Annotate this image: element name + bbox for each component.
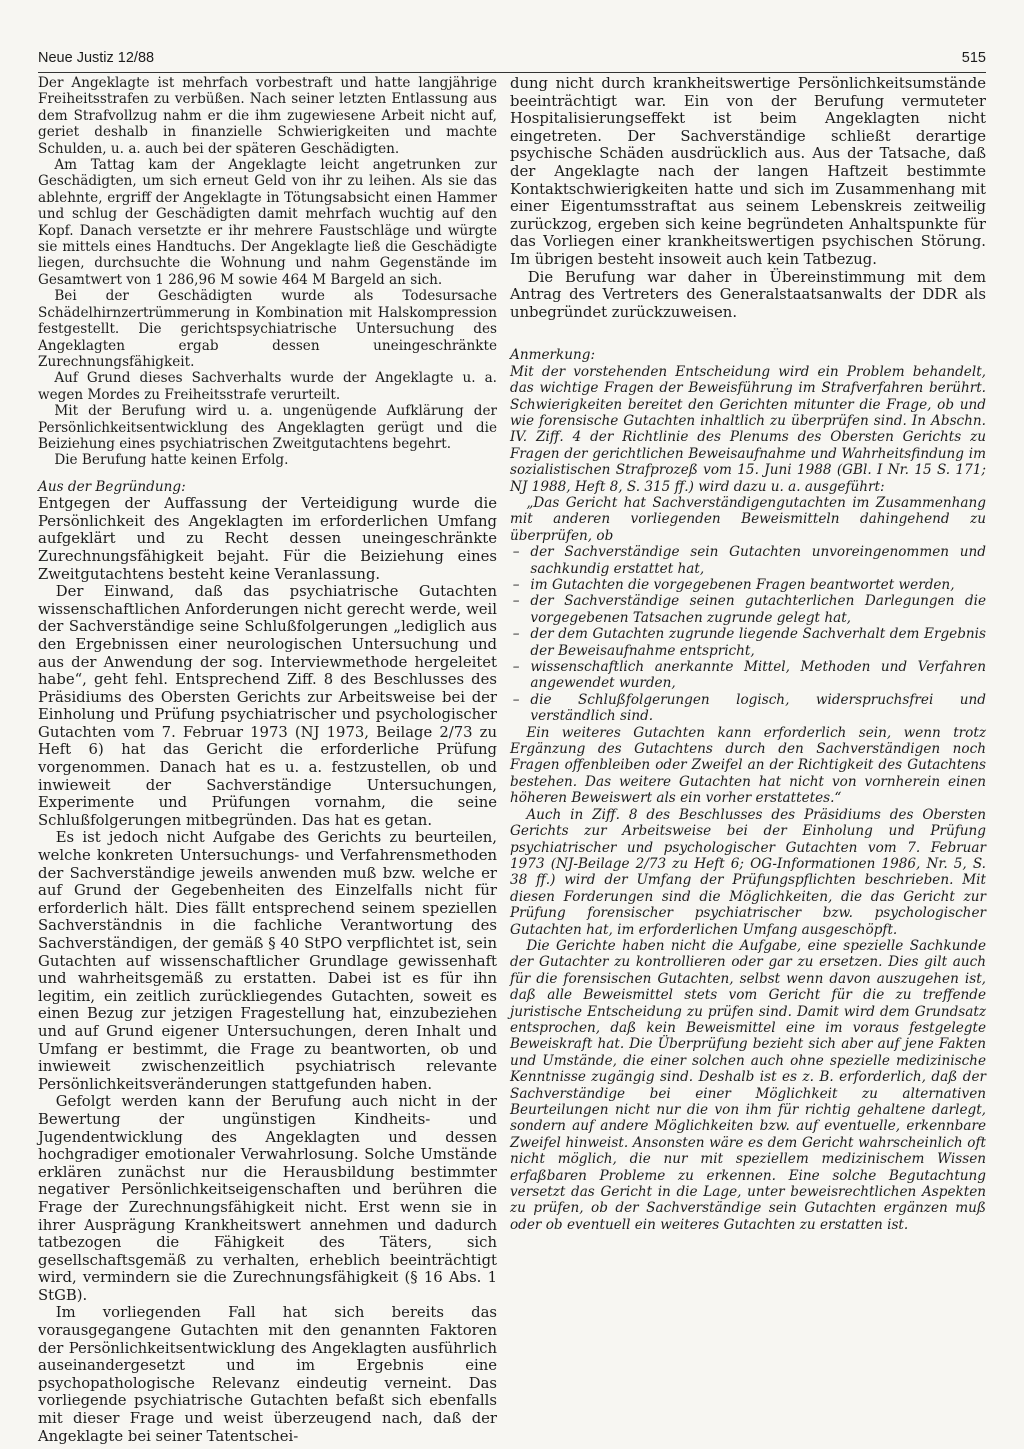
paragraph: Gefolgt werden kann der Berufung auch nicht in der Bewertung der ungünstigen Kindheits- und Jugendentwicklung des Angeklagten und dessen hochgradiger emotionaler Verwahrlosung. Solche Umstände erklären zunächst nur die Herausbildung bestimmter negativer Persönlichkeitseigenschaften und berühren die Frage der Zurechnungsfähigkeit nicht. Erst wenn sie in ihrer Ausprägung Krankheitswert annehmen und dadurch tatbezogen die Fähigkeit des Täters, sich gesellschaftsgemäß zu verhalten, erheblich beeinträchtigt wird, vermindern sie die Zurechnungsfähigkeit (§ 16 Abs. 1 StGB). [38, 1093, 497, 1304]
paragraph: Am Tattag kam der Angeklagte leicht angetrunken zur Geschädigten, um sich erneut Geld von ihr zu leihen. Als sie das ablehnte, ergriff der Angeklagte in Tötungsabsicht einen Hammer und schlug der Geschädigten damit mehrfach wuchtig auf den Kopf. Danach versetzte er ihr mehrere Faustschläge und würgte sie mittels eines Handtuchs. Der Angeklagte ließ die Geschädigte liegen, durchsuchte die Wohnung und nahm Gegenstände im Gesamtwert von 1 286,96 M sowie 464 M Bargeld an sich. [38, 157, 497, 288]
page-number: 515 [961, 50, 986, 66]
paragraph: dung nicht durch krankheitswertige Persönlichkeitsumstände beeinträchtigt war. Ein von der Berufung vermuteter Hospitalisierungseffekt ist beim Angeklagten nicht eingetreten. Der Sachverständige schließt derartige psychische Schäden ausdrücklich aus. Aus der Tatsache, daß der Angeklagte nach der langen Haftzeit bestimmte Kontaktschwierigkeiten hatte und sich im Zusammenhang mit einer Eigentumsstraftat aus seinem Lebenskreis zeitweilig zurückzog, ergeben sich keine begründeten Anhaltspunkte für das Vorliegen einer krankheitswertigen psychischen Störung. Im übrigen besteht insoweit auch kein Tatbezug. [510, 75, 986, 268]
paragraph: Die Gerichte haben nicht die Aufgabe, eine spezielle Sachkunde der Gutachter zu kontrollieren oder gar zu ersetzen. Dies gilt auch für die forensischen Gutachten, selbst wenn davon auszugehen ist, daß alle Beweismittel stets vom Gericht für die zu treffende juristische Entscheidung zu prüfen sind. Damit wird dem Grundsatz entsprochen, daß kein Beweismittel eine im voraus festgelegte Beweiskraft hat. Die Überprüfung bezieht sich aber auf jene Fakten und Umstände, die einer solchen auch ohne spezielle medizinische Kenntnisse zugängig sind. Deshalb ist es z. B. erforderlich, daß der Sachverständige bei einer Möglichkeit zu alternativen Beurteilungen nicht nur die von ihm für richtig gehaltene darlegt, sondern auf andere Möglichkeiten bzw. auf eventuelle, erkennbare Zweifel hinweist. Ansonsten wäre es dem Gericht wahrscheinlich oft nicht möglich, die nur mit speziellem medizinischem Wissen erfaßbaren Probleme zu erkennen. Eine solche Begutachtung versetzt das Gericht in die Lage, unter beweisrechtlichen Aspekten zu prüfen, ob der Sachverständige sein Gutachten ergänzen muß oder ob eventuell ein weiteres Gutachten zu erstatten ist. [510, 937, 986, 1233]
left-column [38, 75, 497, 1445]
paragraph: Der Angeklagte ist mehrfach vorbestraft und hatte langjährige Freiheitsstrafen zu verbüßen. Nach seiner letzten Entlassung aus dem Strafvollzug nahm er die ihm zugewiesene Arbeit nicht auf, geriet deshalb in finanzielle Schwierigkeiten und machte Schulden, u. a. auch bei der späteren Geschädigten. [38, 75, 497, 157]
list-item: – im Gutachten die vorgegebenen Fragen beantwortet werden, [510, 577, 986, 593]
paragraph: Die Berufung war daher in Übereinstimmung mit dem Antrag des Vertreters des Generalstaatsanwalts der DDR als unbegründet zurückzuweisen. [510, 268, 986, 321]
paragraph: Der Einwand, daß das psychiatrische Gutachten wissenschaftlichen Anforderungen nicht gerecht werde, weil der Sachverständige seine Schlußfolgerungen „lediglich aus den Ergebnissen einer neurologischen Untersuchung und aus der Anwendung der sog. Interviewmethode hergeleitet habe“, geht fehl. Entsprechend Ziff. 8 des Beschlusses des Präsidiums des Obersten Gerichts zur Arbeitsweise bei der Einholung und Prüfung psychiatrischer und psychologischer Gutachten vom 7. Februar 1973 (NJ 1973, Beilage 2/73 zu Heft 6) hat das Gericht die erforderliche Prüfung vorgenommen. Danach hat es u. a. festzustellen, ob und inwieweit der Sachverständige Untersuchungen, Experimente und Prüfungen vornahm, die seine Schlußfolgerungen mitbegründen. Das hat es getan. [38, 583, 497, 829]
list-item: – der dem Gutachten zugrunde liegende Sachverhalt dem Ergebnis der Beweisaufnahme entspricht, [510, 626, 986, 659]
paragraph: Im vorliegenden Fall hat sich bereits das vorausgegangene Gutachten mit den genannten Faktoren der Persönlichkeitsentwicklung des Angeklagten ausführlich auseinandergesetzt und im Ergebnis eine psychopathologische Relevanz eindeutig verneint. Das vorliegende psychiatrische Gutachten befaßt sich ebenfalls mit dieser Frage und weist überzeugend nach, daß der Angeklagte bei seiner Tatentschei- [38, 1304, 497, 1445]
list-item: – die Schlußfolgerungen logisch, widerspruchsfrei und verständlich sind. [510, 692, 986, 725]
paragraph: Bei der Geschädigten wurde als Todesursache Schädelhirnzertrümmerung in Kombination mit Halskompression festgestellt. Die gerichtspsychiatrische Untersuchung des Angeklagten ergab dessen uneingeschränkte Zurechnungsfähigkeit. [38, 288, 497, 370]
quote-intro: „Das Gericht hat Sachverständigengutachten im Zusammenhang mit anderen vorliegenden Beweismitteln dahingehend zu überprüfen, ob [510, 494, 986, 544]
paragraph: Mit der Berufung wird u. a. ungenügende Aufklärung der Persönlichkeitsentwicklung des Angeklagten gerügt und die Beiziehung eines psychiatrischen Zweitgutachtens begehrt. [38, 403, 497, 452]
list-item: – der Sachverständige sein Gutachten unvoreingenommen und sachkundig erstattet hat, [510, 544, 986, 577]
list-item: – der Sachverständige seinen gutachterlichen Darlegungen die vorgegebenen Tatsachen zugrunde gelegt hat, [510, 593, 986, 626]
running-header [38, 50, 986, 73]
paragraph: Es ist jedoch nicht Aufgabe des Gerichts zu beurteilen, welche konkreten Untersuchungs- und Verfahrensmethoden der Sachverständige jeweils anwenden muß bzw. welche er auf Grund der Gegebenheiten des Einzelfalls nicht für erforderlich hält. Dies fällt entsprechend seinem speziellen Sachverständnis in die fachliche Verantwortung des Sachverständigen, der gemäß § 40 StPO verpflichtet ist, sein Gutachten auf wissenschaftlicher Grundlage gewissenhaft und wahrheitsgemäß zu erstatten. Dabei ist es für ihn legitim, ein zeitlich zurückliegendes Gutachten, soweit es einen Bezug zur jetzigen Fragestellung hat, einzubeziehen und auf Grund eigener Untersuchungen, deren Inhalt und Umfang er bestimmt, die Frage zu beantworten, ob und inwieweit zwischenzeitlich psychiatrisch relevante Persönlichkeitsveränderungen stattgefunden haben. [38, 829, 497, 1093]
journal-title: Neue Justiz 12/88 [38, 50, 155, 66]
list-item: – wissenschaftlich anerkannte Mittel, Methoden und Verfahren angewendet wurden, [510, 659, 986, 692]
criteria-list [510, 544, 986, 724]
quote-end: Ein weiteres Gutachten kann erforderlich sein, wenn trotz Ergänzung des Gutachtens durch den Sachverständigen noch Fragen offenbleiben oder Zweifel an der Richtigkeit des Gutachtens bestehen. Das weitere Gutachten hat nicht von vornherein einen höheren Beweiswert als ein vorher erstattetes.“ [510, 724, 986, 807]
paragraph: Auf Grund dieses Sachverhalts wurde der Angeklagte u. a. wegen Mordes zu Freiheitsstrafe verurteilt. [38, 370, 497, 403]
paragraph: Entgegen der Auffassung der Verteidigung wurde die Persönlichkeit des Angeklagten im erforderlichen Umfang aufgeklärt und zu Recht dessen uneingeschränkte Zurechnungsfähigkeit bejaht. Für die Beiziehung eines Zweitgutachtens besteht keine Veranlassung. [38, 495, 497, 583]
paragraph: Mit der vorstehenden Entscheidung wird ein Problem behandelt, das wichtige Fragen der Beweisführung im Strafverfahren berührt. Schwierigkeiten bereitet den Gerichten mitunter die Frage, ob und wie forensische Gutachten inhaltlich zu überprüfen sind. In Abschn. IV. Ziff. 4 der Richtlinie des Plenums des Obersten Gerichts zu Fragen der gerichtlichen Beweisaufnahme und Wahrheitsfindung im sozialistischen Strafprozeß vom 15. Juni 1988 (GBl. I Nr. 15 S. 171; NJ 1988, Heft 8, S. 315 ff.) wird dazu u. a. ausgeführt: [510, 363, 986, 495]
right-column [510, 75, 986, 1425]
paragraph: Auch in Ziff. 8 des Beschlusses des Präsidiums des Obersten Gerichts zur Arbeitsweise bei der Einholung und Prüfung psychiatrischer und psychologischer Gutachten vom 7. Februar 1973 (NJ-Beilage 2/73 zu Heft 6; OG-Informationen 1986, Nr. 5, S. 38 ff.) wird der Umfang der Prüfungspflichten beschrieben. Mit diesen Forderungen sind die Möglichkeiten, die das Gericht zur Prüfung forensischer psychiatrischer bzw. psychologischer Gutachten hat, im erforderlichen Umfang ausgeschöpft. [510, 806, 986, 938]
section-heading-reasons: Aus der Begründung: [38, 478, 186, 495]
section-heading-note: Anmerkung: [510, 347, 596, 364]
paragraph: Die Berufung hatte keinen Erfolg. [54, 452, 289, 469]
